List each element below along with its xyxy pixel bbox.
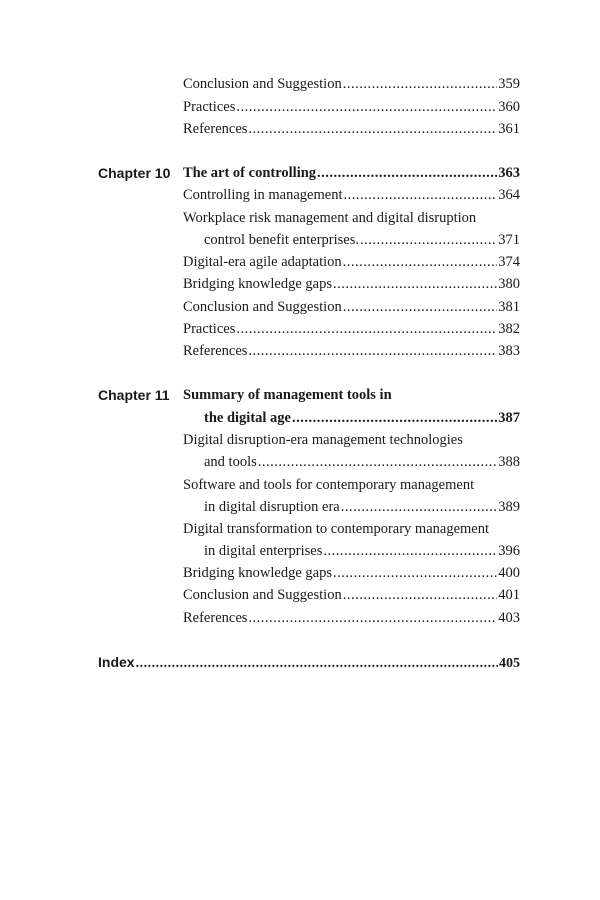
chapter-10-label: Chapter 10 — [98, 165, 171, 181]
toc-entry-title: Bridging knowledge gaps — [183, 565, 333, 581]
toc-entry-title: Software and tools for contemporary management — [183, 477, 475, 493]
dot-leader — [248, 607, 497, 629]
toc-entry-title: Digital transformation to contemporary management — [183, 521, 490, 537]
toc-entry-page: 383 — [498, 343, 520, 359]
toc-entry-title-cont: in digital disruption era — [204, 499, 340, 515]
dot-leader — [360, 229, 497, 251]
toc-entry-page: 360 — [498, 99, 520, 115]
dot-leader — [258, 451, 497, 473]
chapter-page: 363 — [498, 165, 520, 181]
toc-entry-conclusion-suggestion[interactable] — [183, 73, 520, 95]
toc-entry-title-cont: control benefit enterprises. — [204, 232, 360, 248]
index-label: Index — [98, 654, 135, 670]
toc-entry-title: References — [183, 343, 248, 359]
toc-entry-page: 374 — [498, 254, 520, 270]
chapter-title: Summary of management tools in — [183, 387, 392, 403]
dot-leader — [343, 184, 497, 206]
toc-entry-title: Conclusion and Suggestion — [183, 587, 342, 603]
dot-leader — [236, 318, 497, 340]
toc-entry-page: 381 — [498, 299, 520, 315]
dot-leader — [292, 407, 497, 429]
toc-entry-title: Workplace risk management and digital disruption — [183, 210, 477, 226]
toc-entry-digital-transformation-line2[interactable] — [204, 540, 520, 562]
dot-leader — [317, 162, 497, 184]
chapter-10-heading[interactable] — [183, 162, 520, 184]
toc-entry-title: Controlling in management — [183, 187, 343, 203]
index-page: 405 — [499, 656, 520, 671]
toc-entry-software-tools-line2[interactable] — [204, 496, 520, 518]
toc-entry-references[interactable] — [183, 340, 520, 362]
toc-entry-title-cont: in digital enterprises — [204, 543, 323, 559]
toc-entry-title: Conclusion and Suggestion — [183, 76, 342, 92]
toc-entry-controlling[interactable] — [183, 184, 520, 206]
toc-entry-mgmt-technologies-line1[interactable] — [183, 429, 520, 451]
toc-entry-agile-adaptation[interactable] — [183, 251, 520, 273]
toc-entry-title: Practices — [183, 321, 236, 337]
toc-entry-title: Digital disruption-era management technologies — [183, 432, 463, 448]
toc-entry-page: 364 — [498, 187, 520, 203]
toc-entry-conclusion-suggestion[interactable] — [183, 296, 520, 318]
toc-entry-title: Conclusion and Suggestion — [183, 299, 342, 315]
dot-leader — [136, 653, 498, 675]
toc-entry-references[interactable] — [183, 607, 520, 629]
toc-entry-index[interactable] — [98, 651, 520, 673]
toc-entry-references[interactable] — [183, 118, 520, 140]
toc-entry-bridging-gaps[interactable] — [183, 273, 520, 295]
toc-entry-page: 382 — [498, 321, 520, 337]
dot-leader — [343, 251, 498, 273]
toc-entry-page: 396 — [498, 543, 520, 559]
toc-entry-bridging-gaps[interactable] — [183, 562, 520, 584]
toc-entry-conclusion-suggestion[interactable] — [183, 584, 520, 606]
toc-entry-page: 371 — [498, 232, 520, 248]
dot-leader — [248, 118, 497, 140]
toc-entry-page: 400 — [498, 565, 520, 581]
chapter-11-heading-line1[interactable] — [183, 384, 520, 406]
dot-leader — [343, 73, 498, 95]
toc-entry-practices[interactable] — [183, 96, 520, 118]
toc-entry-page: 403 — [498, 610, 520, 626]
dot-leader — [323, 540, 497, 562]
toc-entry-title: Bridging knowledge gaps — [183, 276, 333, 292]
toc-entry-title: References — [183, 121, 248, 137]
toc-entry-title-cont: and tools — [204, 454, 257, 470]
toc-entry-page: 388 — [498, 454, 520, 470]
toc-entry-workplace-risk-line1[interactable] — [183, 207, 520, 229]
toc-entry-title: Practices — [183, 99, 236, 115]
dot-leader — [343, 584, 498, 606]
toc-entry-page: 380 — [498, 276, 520, 292]
toc-entry-page: 361 — [498, 121, 520, 137]
dot-leader — [333, 273, 497, 295]
dot-leader — [248, 340, 497, 362]
dot-leader — [333, 562, 497, 584]
chapter-11-label: Chapter 11 — [98, 387, 170, 403]
toc-entry-digital-transformation-line1[interactable] — [183, 518, 520, 540]
chapter-11-heading-line2[interactable] — [204, 407, 520, 429]
toc-entry-title: Digital-era agile adaptation — [183, 254, 342, 270]
toc-entry-software-tools-line1[interactable] — [183, 474, 520, 496]
toc-entry-page: 389 — [498, 499, 520, 515]
toc-entry-mgmt-technologies-line2[interactable] — [204, 451, 520, 473]
dot-leader — [341, 496, 498, 518]
chapter-page: 387 — [498, 410, 520, 426]
toc-entry-practices[interactable] — [183, 318, 520, 340]
dot-leader — [236, 96, 497, 118]
dot-leader — [343, 296, 498, 318]
toc-entry-page: 401 — [498, 587, 520, 603]
toc-entry-page: 359 — [498, 76, 520, 92]
chapter-title: The art of controlling — [183, 165, 317, 181]
toc-entry-title: References — [183, 610, 248, 626]
chapter-title-cont: the digital age — [204, 410, 291, 426]
toc-entry-workplace-risk-line2[interactable] — [204, 229, 520, 251]
